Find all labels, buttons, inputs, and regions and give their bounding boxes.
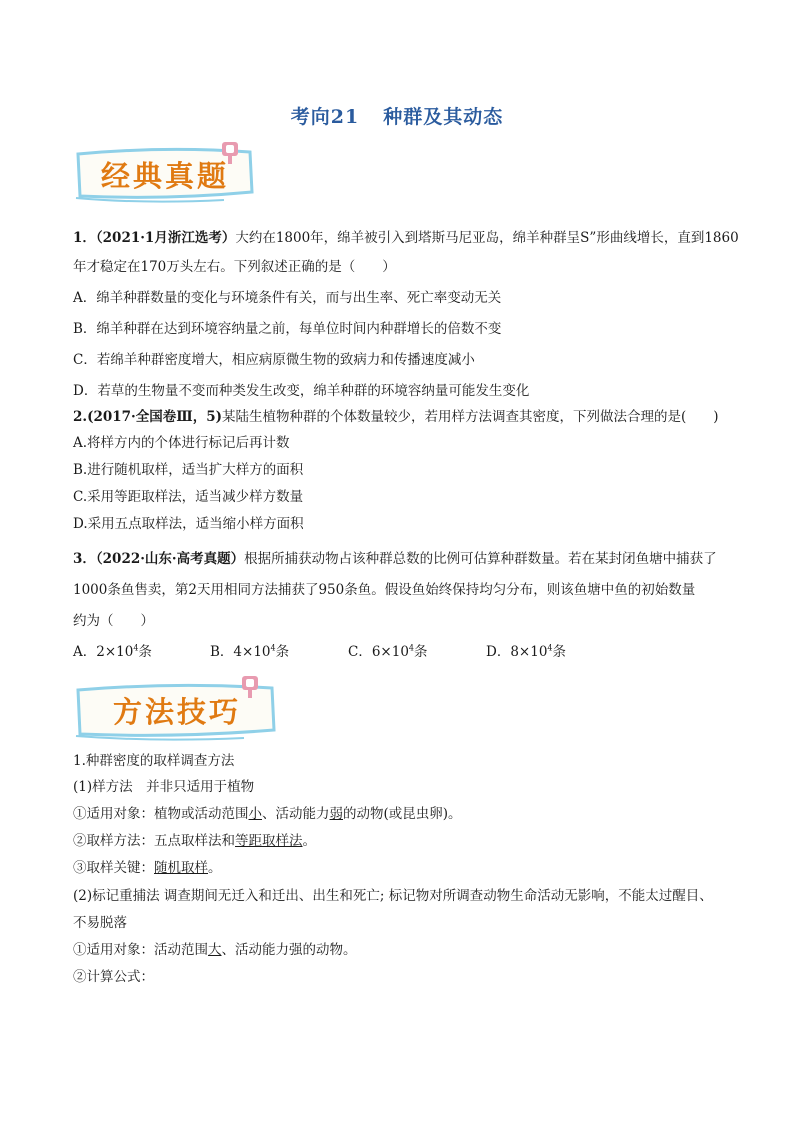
q1-option-b: B．绵羊种群在达到环境容纳量之前，每单位时间内种群增长的倍数不变 <box>73 321 502 337</box>
title-topic-number: 考向21 <box>290 106 360 128</box>
method-mark-recapture-subjects: ①适用对象：活动范围大、活动能力强的动物。 <box>73 942 357 958</box>
q2-option-b: B.进行随机取样，适当扩大样方的面积 <box>73 462 304 478</box>
method-quadrat-subjects: ①适用对象：植物或活动范围小、活动能力弱的动物(或昆虫卵)。 <box>73 806 462 822</box>
q3-stem-line2: 1000条鱼售卖，第2天用相同方法捕获了950条鱼。假设鱼始终保持均匀分布，则该鱼塘中鱼的初始数量 <box>73 582 696 598</box>
title-topic-name: 种群及其动态 <box>383 106 504 128</box>
method-mark-recapture-heading: (2)标记重捕法 调查期间无迁入和迁出、出生和死亡; 标记物对所调查动物生命活动无影响，不能太过醒目、 <box>73 888 713 904</box>
q3-option-c: C．$6\times 10^4$条 <box>348 643 428 660</box>
method-mark-recapture-formula: ②计算公式： <box>73 969 154 985</box>
q3-stem-line1: 3．（2022·山东·高考真题）根据所捕获动物占该种群总数的比例可估算种群数量。若在某封闭鱼塘中捕获了 <box>73 551 717 567</box>
page-title <box>0 102 794 129</box>
q2-option-d: D.采用五点取样法，适当缩小样方面积 <box>73 516 304 532</box>
classic-questions-label: 经典真题 <box>100 158 229 193</box>
q1-stem-line2: 年才稳定在170万头左右。下列叙述正确的是（ ） <box>73 259 396 275</box>
q3-stem-line3: 约为（ ） <box>73 613 154 629</box>
method-tips-banner <box>74 674 280 742</box>
classic-questions-banner <box>74 140 256 204</box>
method-mark-recapture-heading-cont: 不易脱落 <box>73 915 127 931</box>
method-heading-1: 1.种群密度的取样调查方法 <box>73 753 235 769</box>
q1-option-d: D．若草的生物量不变而种类发生改变，绵羊种群的环境容纳量可能发生变化 <box>73 383 530 399</box>
q2-stem: 2.(2017·全国卷Ⅲ，5)某陆生植物种群的个体数量较少，若用样方法调查其密度，下列做法合理的是( ) <box>73 409 719 425</box>
method-quadrat-key: ③取样关键：随机取样。 <box>73 860 222 876</box>
method-quadrat-sampling: ②取样方法：五点取样法和等距取样法。 <box>73 833 316 849</box>
q3-option-d: D．$8\times 10^4$条 <box>486 643 566 660</box>
method-tips-label: 方法技巧 <box>112 694 241 729</box>
q3-option-b: B．$4\times 10^4$条 <box>210 643 290 660</box>
q2-option-c: C.采用等距取样法，适当减少样方数量 <box>73 489 304 505</box>
q2-option-a: A.将样方内的个体进行标记后再计数 <box>73 435 290 451</box>
method-quadrat-heading: (1)样方法 并非只适用于植物 <box>73 779 255 795</box>
q1-option-c: C．若绵羊种群密度增大，相应病原微生物的致病力和传播速度减小 <box>73 352 475 368</box>
q3-option-a: A．$2\times 10^4$条 <box>73 643 152 660</box>
q1-stem-line1: 1．（2021·1月浙江选考）大约在1800年，绵羊被引入到塔斯马尼亚岛，绵羊种群呈S”形曲线增长，直到1860 <box>73 230 739 246</box>
q1-option-a: A．绵羊种群数量的变化与环境条件有关，而与出生率、死亡率变动无关 <box>73 290 502 306</box>
